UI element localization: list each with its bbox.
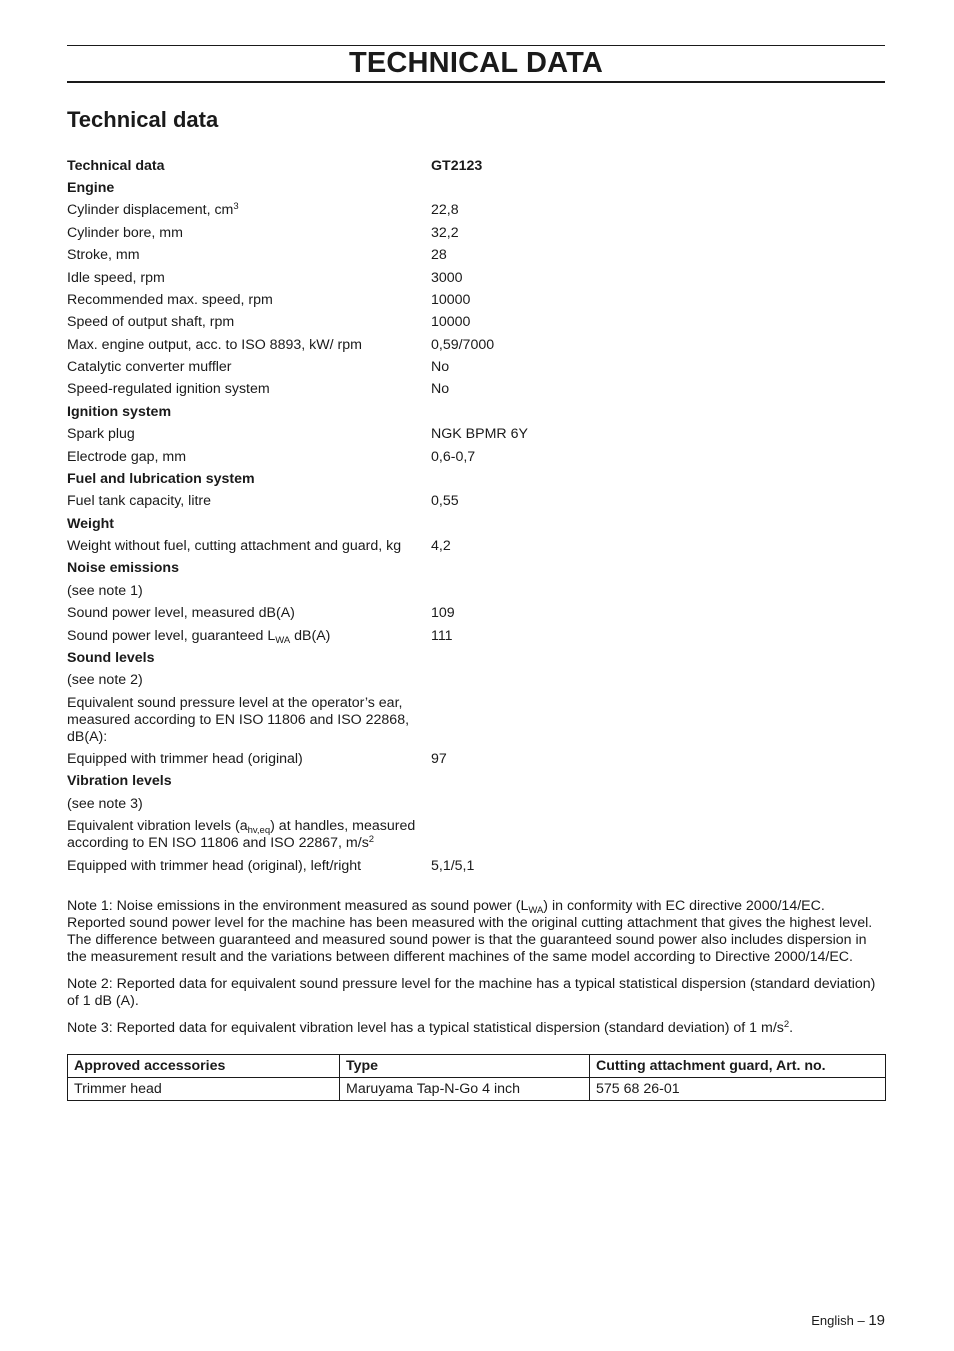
spec-row-bore xyxy=(67,222,885,244)
displacement-label: Cylinder displacement, cm xyxy=(67,202,234,219)
header-rule-bottom xyxy=(67,81,885,83)
spec-row-displacement xyxy=(67,200,885,222)
vibration-sup: 2 xyxy=(368,834,375,846)
spec-row-max-speed xyxy=(67,289,885,311)
accessories-col-approved: Approved accessories xyxy=(68,1055,340,1078)
spec-label: Max. engine output, acc. to ISO 8893, kW/ rpm xyxy=(67,336,362,353)
spec-label: (see note 1) xyxy=(67,582,143,599)
spec-value: 3000 xyxy=(431,269,463,286)
spec-value: 4,2 xyxy=(431,538,451,555)
spec-label: Idle speed, rpm xyxy=(67,269,165,286)
spec-row-engine-output xyxy=(67,334,885,356)
spec-label xyxy=(67,202,431,219)
note-1 xyxy=(67,898,885,966)
noise-heading-label: Noise emissions xyxy=(67,560,179,577)
guaranteed-label-post: dB(A) xyxy=(290,627,331,644)
page-footer xyxy=(811,1312,885,1330)
spec-row-sound-trimmer xyxy=(67,748,885,770)
spec-row-weight xyxy=(67,535,885,557)
spec-row-catalytic xyxy=(67,356,885,378)
spec-row-fuel-tank xyxy=(67,491,885,513)
spec-row-spark-plug xyxy=(67,424,885,446)
spec-header-label: Technical data xyxy=(67,157,165,174)
spec-row-vibration-trimmer xyxy=(67,855,885,877)
spec-row-idle-speed xyxy=(67,267,885,289)
engine-heading-label: Engine xyxy=(67,180,115,197)
spec-header-model: GT2123 xyxy=(431,157,483,174)
ignition-heading-label: Ignition system xyxy=(67,403,172,420)
vibration-heading-label: Vibration levels xyxy=(67,773,172,790)
accessory-name: Trimmer head xyxy=(68,1078,340,1101)
spec-label: Equipped with trimmer head (original), left/right xyxy=(67,857,362,874)
fuel-heading xyxy=(67,468,885,490)
spec-label: Electrode gap, mm xyxy=(67,448,187,465)
spec-value: 109 xyxy=(431,605,455,622)
spec-label: Spark plug xyxy=(67,426,135,443)
spec-value: 32,2 xyxy=(431,224,459,241)
page-number: 19 xyxy=(868,1312,885,1329)
spec-row-vibration-equivalent xyxy=(67,816,885,855)
engine-heading xyxy=(67,177,885,199)
spec-label: Equipped with trimmer head (original) xyxy=(67,751,303,768)
noise-heading xyxy=(67,558,885,580)
note-1-sub: WA xyxy=(528,905,544,916)
page-header-title: TECHNICAL DATA xyxy=(348,47,604,79)
spec-label: Sound power level, measured dB(A) xyxy=(67,605,295,622)
spec-row-electrode-gap xyxy=(67,446,885,468)
spec-value: 5,1/5,1 xyxy=(431,857,475,874)
spec-table xyxy=(67,155,885,877)
vibration-label-pre: Equivalent vibration levels (a xyxy=(67,818,248,835)
spec-label: Catalytic converter muffler xyxy=(67,359,232,376)
spec-label: Cylinder bore, mm xyxy=(67,224,183,241)
spec-row-noise-note xyxy=(67,580,885,602)
sound-heading xyxy=(67,647,885,669)
accessories-col-type: Type xyxy=(340,1055,590,1078)
section-title: Technical data xyxy=(67,107,219,132)
spec-value: 97 xyxy=(431,751,447,768)
accessories-col-guard: Cutting attachment guard, Art. no. xyxy=(590,1055,886,1078)
accessory-type: Maruyama Tap-N-Go 4 inch xyxy=(340,1078,590,1101)
spec-value: 10000 xyxy=(431,291,471,308)
vibration-label-post: ) at handles, measured according to EN ISO 11806 and ISO 22867, m/s xyxy=(67,818,416,852)
spec-row-stroke xyxy=(67,245,885,267)
spec-header-row xyxy=(67,155,885,177)
spec-label: Recommended max. speed, rpm xyxy=(67,291,273,308)
spec-value: 0,55 xyxy=(431,493,459,510)
vibration-heading xyxy=(67,771,885,793)
note-2: Note 2: Reported data for equivalent sound pressure level for the machine has a typical statistical dispersion (standard deviation) of 1 dB (A). xyxy=(67,976,876,1009)
spec-label: Speed-regulated ignition system xyxy=(67,381,270,398)
guaranteed-label-pre: Sound power level, guaranteed L xyxy=(67,627,276,644)
spec-value: 10000 xyxy=(431,314,471,331)
accessory-guard-art-no: 575 68 26-01 xyxy=(590,1078,886,1101)
spec-value: 111 xyxy=(431,627,453,644)
note-1-pre: Note 1: Noise emissions in the environment measured as sound power (L xyxy=(67,898,529,914)
spec-label: Stroke, mm xyxy=(67,247,140,264)
spec-label xyxy=(67,818,431,852)
fuel-heading-label: Fuel and lubrication system xyxy=(67,470,255,487)
spec-value: 28 xyxy=(431,247,447,264)
notes-section xyxy=(67,898,885,1047)
ignition-heading xyxy=(67,401,885,423)
spec-label: Weight without fuel, cutting attachment and guard, kg xyxy=(67,538,402,555)
guaranteed-sub: WA xyxy=(275,634,291,646)
spec-label: Fuel tank capacity, litre xyxy=(67,493,212,510)
note-3-pre: Note 3: Reported data for equivalent vibration level has a typical statistical dispersion (standard deviation) of 1 m/s xyxy=(67,1020,784,1036)
note-3-post: . xyxy=(789,1020,794,1036)
spec-label: (see note 3) xyxy=(67,795,143,812)
accessories-header-row xyxy=(68,1055,886,1078)
weight-heading-label: Weight xyxy=(67,515,115,532)
footer-language: English xyxy=(811,1313,854,1328)
spec-label: (see note 2) xyxy=(67,672,143,689)
spec-value: 0,6-0,7 xyxy=(431,448,476,465)
spec-value: 0,59/7000 xyxy=(431,336,495,353)
spec-row-shaft-speed xyxy=(67,312,885,334)
table-row xyxy=(68,1078,886,1101)
spec-label xyxy=(67,628,431,645)
spec-row-vibration-note xyxy=(67,793,885,815)
note-3-sup: 2 xyxy=(783,1019,790,1030)
spec-row-sound-guaranteed xyxy=(67,625,885,647)
spec-row-sound-measured xyxy=(67,603,885,625)
note-3 xyxy=(67,1020,885,1037)
note-1-post: ) in conformity with EC directive 2000/14/EC. Reported sound power level for the machine has been measured with the original cutting attachment that gives the highest level. The difference between guaranteed and measured sound power is that the guaranteed sound power also includes dispersion in the measurement result and the variations between different machines of the same model according to Directive 2000/14/EC. xyxy=(67,898,873,965)
spec-row-speed-ignition xyxy=(67,379,885,401)
spec-label: Speed of output shaft, rpm xyxy=(67,314,235,331)
vibration-sub: hv,eq xyxy=(247,825,271,837)
spec-value: No xyxy=(431,359,450,376)
sound-heading-label: Sound levels xyxy=(67,649,155,666)
weight-heading xyxy=(67,513,885,535)
spec-row-sound-equivalent xyxy=(67,692,885,748)
displacement-unit-sup: 3 xyxy=(233,201,239,213)
spec-value: 22,8 xyxy=(431,202,459,219)
accessories-table xyxy=(67,1054,886,1101)
spec-value: No xyxy=(431,381,450,398)
spec-label: Equivalent sound pressure level at the operator’s ear, measured according to EN ISO 11806 and ISO 22868, dB(A): xyxy=(67,694,410,745)
footer-dash: – xyxy=(857,1313,865,1328)
spec-value: NGK BPMR 6Y xyxy=(431,426,528,443)
spec-row-sound-note xyxy=(67,670,885,692)
